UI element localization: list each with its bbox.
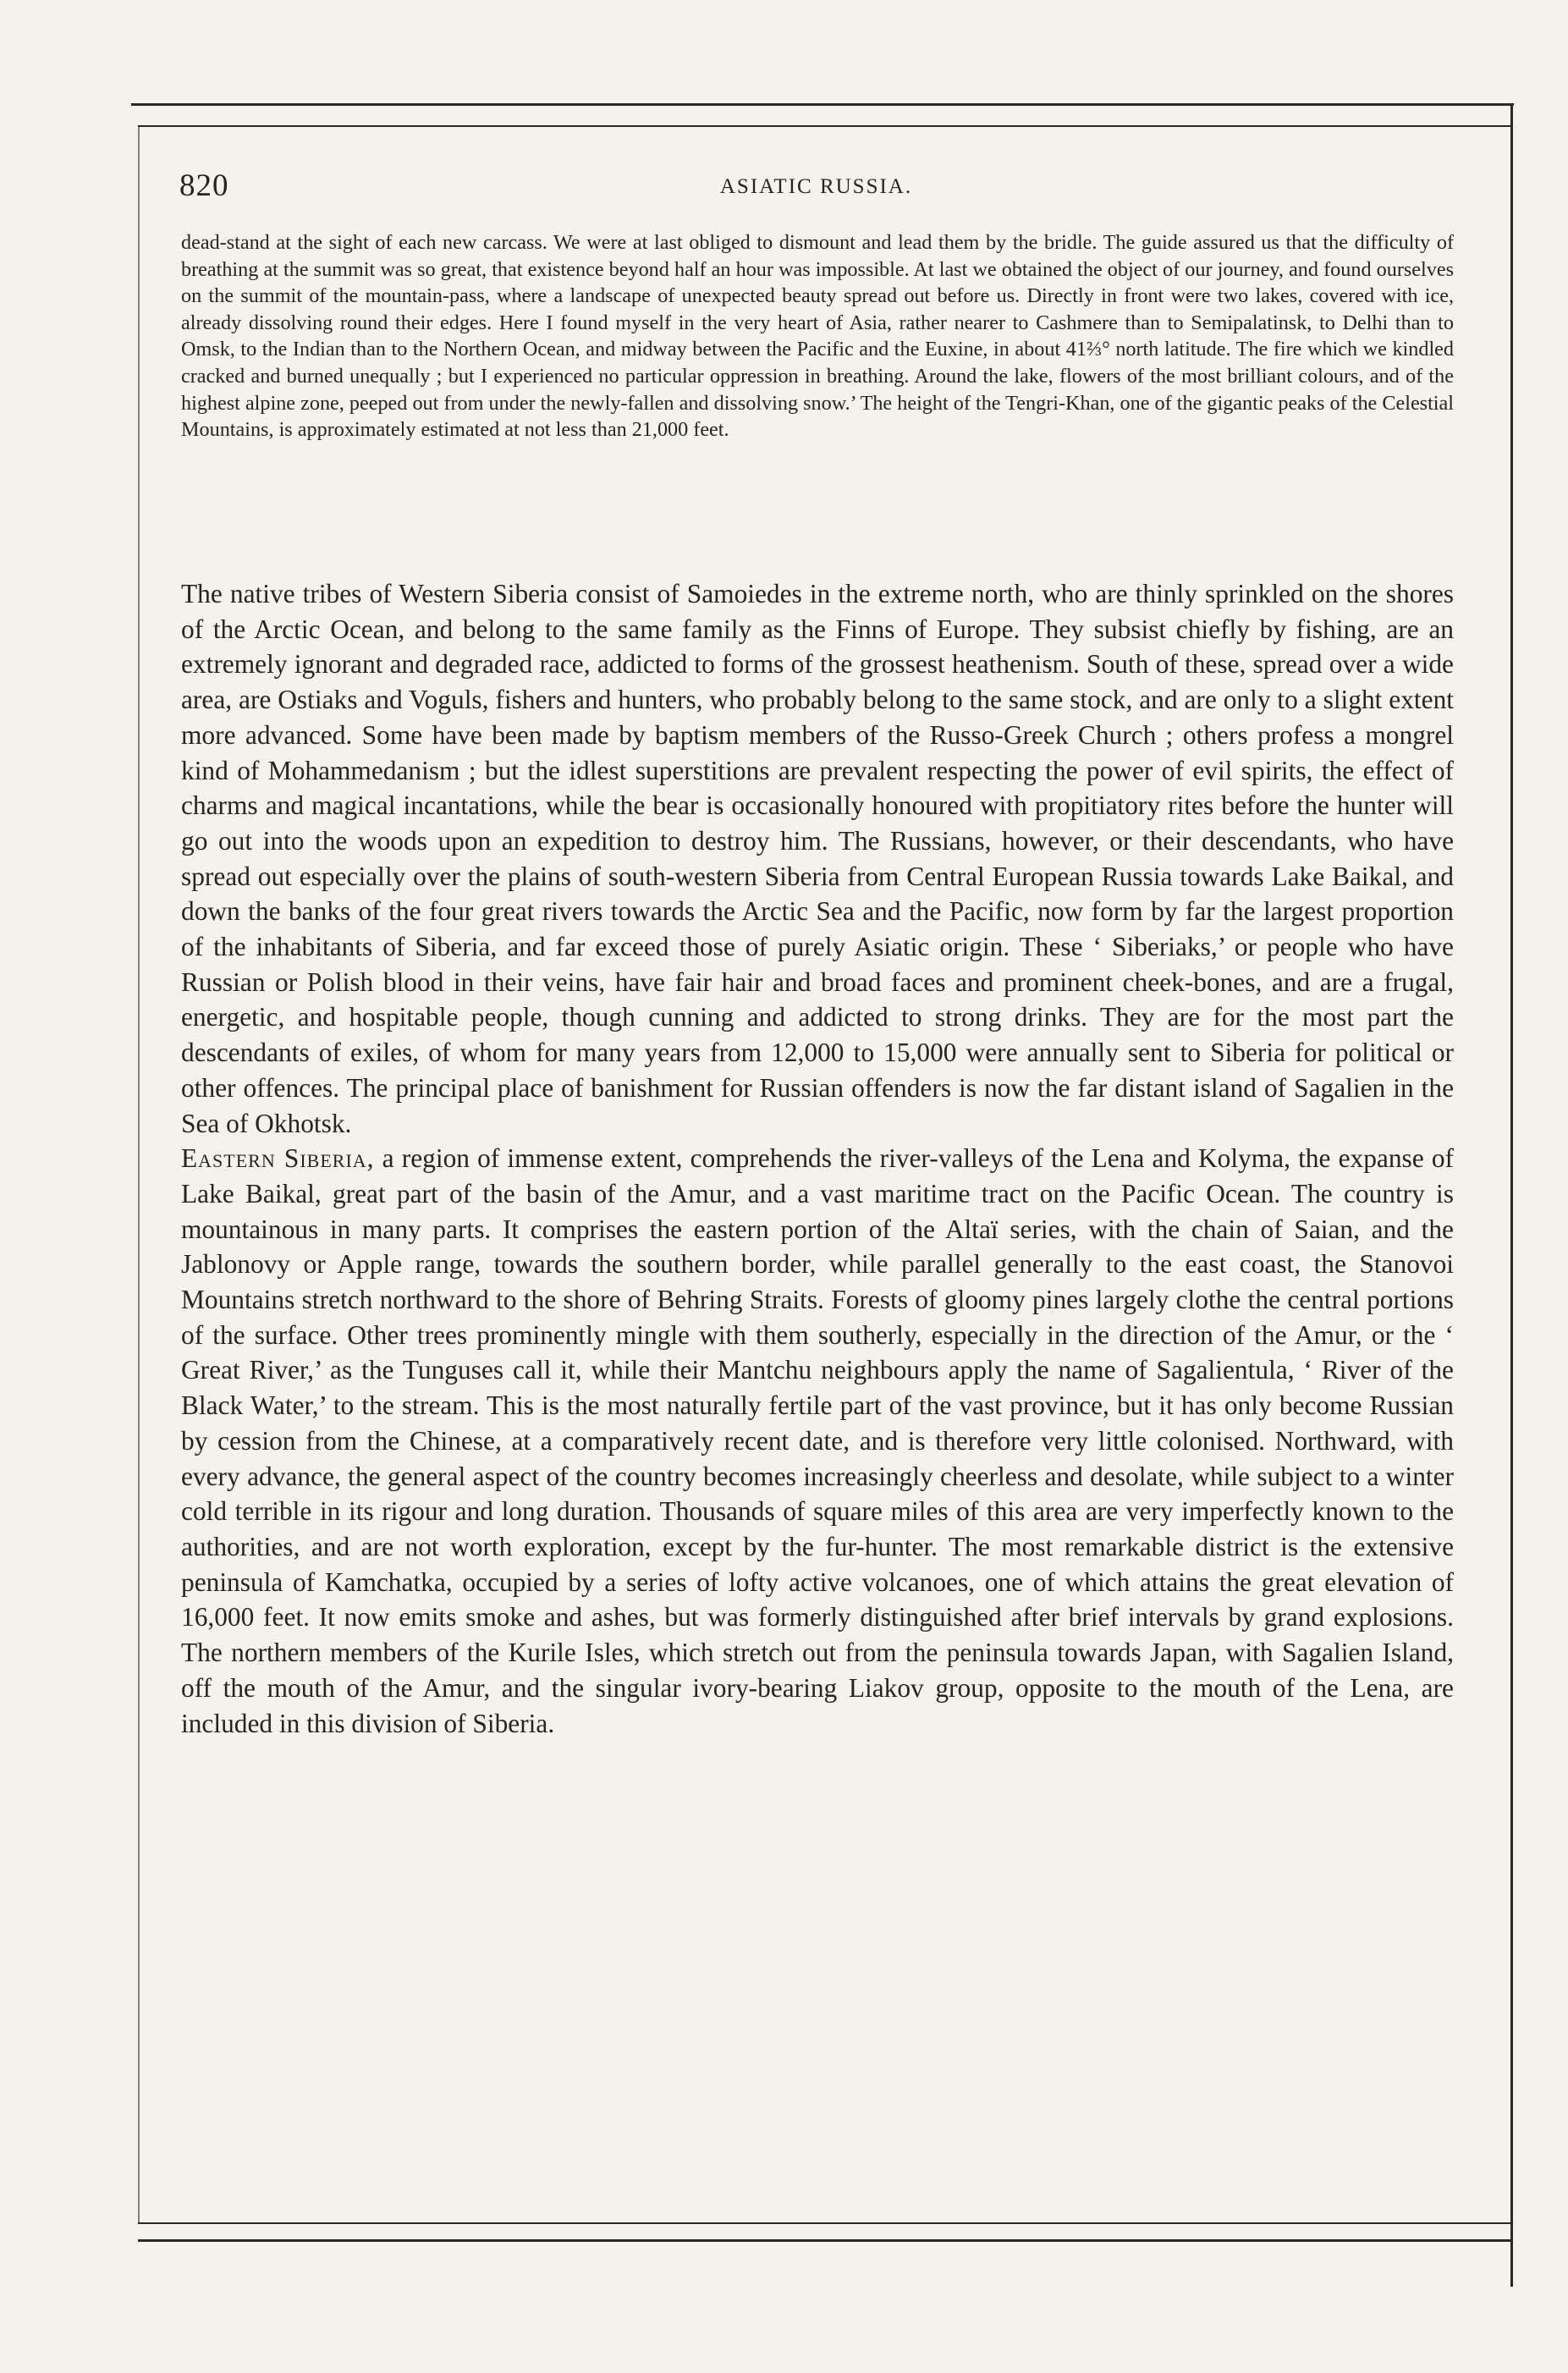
main-text xyxy=(181,576,1454,1741)
left-inner-rule xyxy=(138,125,140,2224)
paragraph-eastern-siberia xyxy=(181,1141,1454,1741)
bottom-inner-rule xyxy=(138,2222,1510,2224)
page-header xyxy=(179,168,1453,210)
paragraph-eastern-siberia-text: a region of immense extent, comprehends the river-valleys of the Lena and Kolyma, the expanse of Lake Baikal, great part of the basin of the Amur, and a vast maritime tract on the Pacific Ocean. The country is mountainous in many parts. It comprises the eastern portion of the Altaï series, with the chain of Saian, and the Jablonovy or Apple range, towards the southern border, while parallel generally to the east coast, the Stanovoi Mountains stretch northward to the shore of Behring Straits. Forests of gloomy pines largely clothe the central portions of the surface. Other trees prominently mingle with them southerly, especially in the direction of the Amur, or the ‘ Great River,’ as the Tunguses call it, while their Mantchu neighbours apply the name of Sagalientula, ‘ River of the Black Water,’ to the stream. This is the most naturally fertile part of the vast province, but it has only become Russian by cession from the Chinese, at a comparatively recent date, and is therefore very little colonised. Northward, with every advance, the general aspect of the country becomes increasingly cheerless and desolate, while subject to a winter cold terrible in its rigour and long duration. Thousands of square miles of this area are very imperfectly known to the authorities, and are not worth exploration, except by the fur-hunter. The most remarkable district is the extensive peninsula of Kamchatka, occupied by a series of lofty active volcanoes, one of which attains the great elevation of 16,000 feet. It now emits smoke and ashes, but was formerly distinguished after brief intervals by grand explosions. The northern members of the Kurile Isles, which stretch out from the peninsula towards Japan, with Sagalien Island, off the mouth of the Amur, and the singular ivory-bearing Liakov group, opposite to the mouth of the Lena, are included in this division of Siberia. xyxy=(181,1143,1454,1738)
paragraph-western-siberia: The native tribes of Western Siberia consist of Samoiedes in the extreme north, who are thinly sprinkled on the shores of the Arctic Ocean, and belong to the same family as the Finns of Europe. They subsist chiefly by fishing, are an extremely ignorant and degraded race, addicted to forms of the grossest heathenism. South of these, spread over a wide area, are Ostiaks and Voguls, fishers and hunters, who probably belong to the same stock, and are only to a slight extent more advanced. Some have been made by baptism members of the Russo-Greek Church ; others profess a mongrel kind of Mohammedanism ; but the idlest superstitions are prevalent respecting the power of evil spirits, the effect of charms and magical incantations, while the bear is occasionally honoured with propitiatory rites before the hunter will go out into the woods upon an expedition to destroy him. The Russians, however, or their descendants, who have spread out especially over the plains of south-western Siberia from Central European Russia towards Lake Baikal, and down the banks of the four great rivers towards the Arctic Sea and the Pacific, now form by far the largest proportion of the inhabitants of Siberia, and far exceed those of purely Asiatic origin. These ‘ Siberiaks,’ or people who have Russian or Polish blood in their veins, have fair hair and broad faces and prominent cheek-bones, and are a frugal, energetic, and hospitable people, though cunning and addicted to strong drinks. They are for the most part the descendants of exiles, of whom for many years from 12,000 to 15,000 were annually sent to Siberia for political or other offences. The principal place of banishment for Russian offenders is now the far distant island of Sagalien in the Sea of Okhotsk. xyxy=(181,579,1454,1138)
right-border-rule xyxy=(1510,103,1513,2287)
section-heading-eastern-siberia: Eastern Siberia, xyxy=(181,1143,375,1174)
quoted-passage: dead-stand at the sight of each new carcass. We were at last obliged to dismount and lead them by the bridle. The guide assured us that the difficulty of breathing at the summit was so great, that existence beyond half an hour was impossible. At last we obtained the object of our journey, and found ourselves on the summit of the mountain-pass, where a landscape of unexpected beauty spread out before us. Directly in front were two lakes, covered with ice, already dissolving round their edges. Here I found myself in the very heart of Asia, rather nearer to Cashmere than to Semipalatinsk, to Delhi than to Omsk, to the Indian than to the Northern Ocean, and midway between the Pacific and the Euxine, in about 41⅔° north latitude. The fire which we kindled cracked and burned unequally ; but I experienced no particular oppression in breathing. Around the lake, flowers of the most brilliant colours, and of the highest alpine zone, peeped out from under the newly-fallen and dissolving snow.’ The height of the Tengri-Khan, one of the gigantic peaks of the Celestial Mountains, is approximately estimated at not less than 21,000 feet. xyxy=(181,231,1454,442)
top-border-rule xyxy=(131,103,1514,106)
running-head: ASIATIC RUSSIA. xyxy=(719,175,913,198)
bottom-border-rule xyxy=(138,2239,1510,2242)
top-inner-rule xyxy=(138,125,1513,127)
page-number: 820 xyxy=(179,168,229,203)
